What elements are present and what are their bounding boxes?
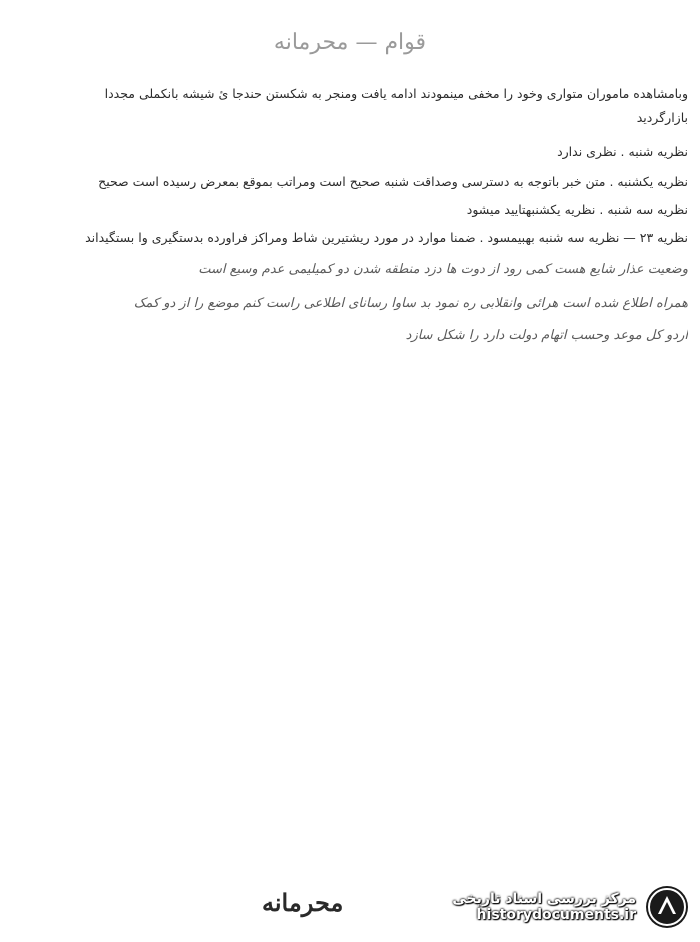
- watermark-url: historydocuments.ir: [476, 907, 636, 923]
- typed-line: نظریه یکشنبه . متن خبر باتوجه به دسترسی وصداقت شنبه صحیح است ومراتب بموقع بمعرض رسیده است صحیح: [98, 174, 688, 189]
- typed-line: وبامشاهده ماموران متواری وخود را مخفی مینمودند ادامه یافت ومنجر به شکستن حندجا ئ شیشه بانکملی مجددا: [104, 86, 688, 101]
- handwritten-line: اردو کل موعد وحسب اتهام دولت دارد را شکل سازد: [405, 328, 688, 343]
- watermark-name: مرکز بررسی اسناد تاریخی: [452, 891, 636, 907]
- document-seal-icon: [644, 884, 690, 930]
- watermark: [420, 882, 690, 932]
- handwritten-line: وضعیت عذار شایع هست کمی رود از دوت ها دزد منطقه شدن دو کمیلیمی عدم وسیع است: [198, 262, 688, 277]
- watermark-text: [452, 891, 636, 923]
- header-stamp: قوام — محرمانه: [273, 30, 427, 55]
- typed-line: نظریه سه شنبه . نظریه یکشنبهتایید میشود: [466, 202, 688, 217]
- typed-line: نظریه ۲۳ — نظریه سه شنبه بهبیمسود . ضمنا موارد در مورد ریشتیرین شاط ومراکز فراورده بدستگیری وا بستگیداند: [85, 230, 688, 245]
- handwritten-line: همراه اطلاع شده است هرائی وانقلابی ره نمود بد ساوا رسانای اطلاعی راست کنم موضع را از دو کمک: [133, 296, 688, 311]
- typed-line: نظریه شنبه . نظری ندارد: [557, 144, 688, 159]
- footer-stamp: محرمانه: [262, 888, 344, 917]
- typed-line: بازارگردید: [636, 110, 688, 125]
